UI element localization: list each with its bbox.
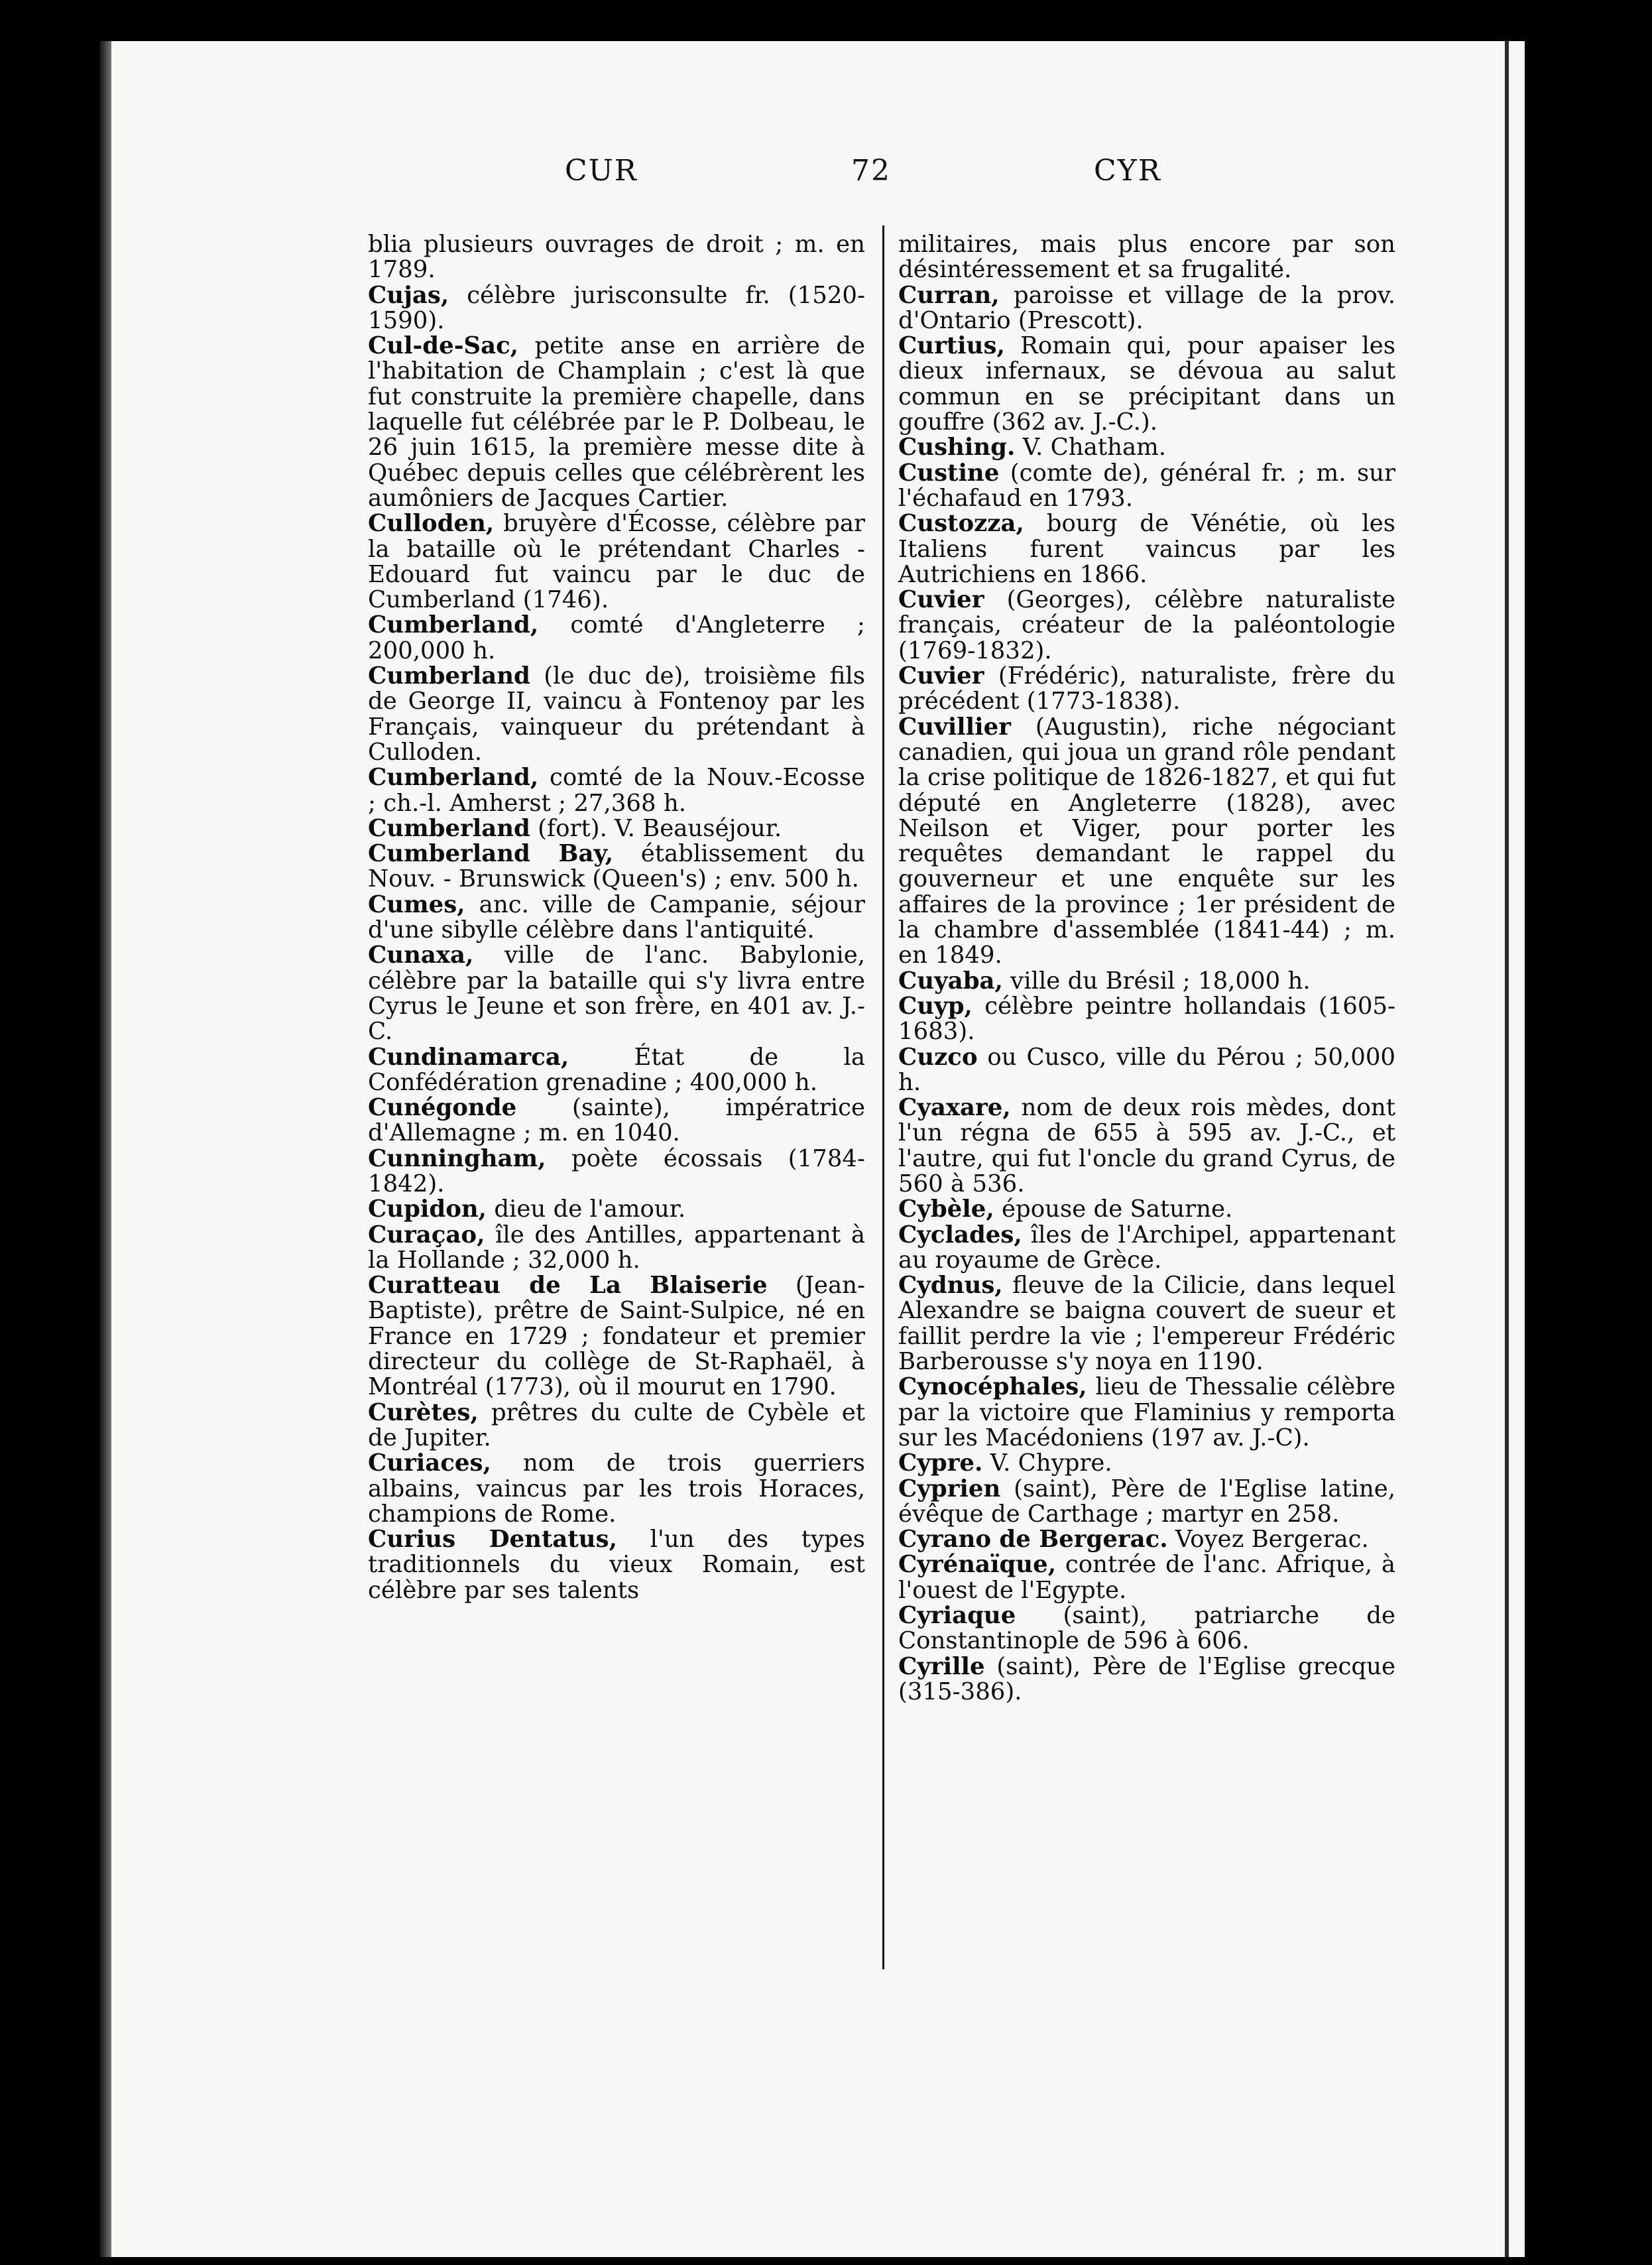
dictionary-entry [898, 1603, 1395, 1654]
entry-definition: militaires, mais plus encore par son désintéressement et sa frugalité. [898, 231, 1395, 284]
dictionary-entry [898, 1527, 1395, 1552]
dictionary-entry [898, 511, 1395, 587]
dictionary-entry [898, 1197, 1395, 1222]
entry-headword: Cuvier [898, 586, 984, 614]
dictionary-entry [368, 1197, 865, 1222]
entry-definition: paroisse et village de la prov. d'Ontario (Prescott). [898, 281, 1395, 334]
entry-headword: Cuyaba, [898, 967, 1003, 995]
page-fold-line [1505, 41, 1509, 2257]
dictionary-entry [368, 1146, 865, 1197]
right-column [898, 232, 1395, 1705]
dictionary-entry [368, 1400, 865, 1451]
dictionary-entry [368, 1045, 865, 1096]
dictionary-entry [368, 511, 865, 613]
entry-definition: petite anse en arrière de l'habitation de Champlain ; c'est là que fut construite la première chapelle, dans laquelle fut célébrée par le P. Dolbeau, le 26 juin 1615, la première messe dite à Québec depuis celles que célébrèrent les aumôniers de Jacques Cartier. [368, 332, 865, 512]
entry-definition: célèbre peintre hollandais (1605-1683). [898, 992, 1395, 1046]
entry-headword: Cunégonde [368, 1094, 517, 1122]
entry-headword: Cunaxa, [368, 942, 474, 969]
dictionary-entry [898, 1477, 1395, 1528]
dictionary-entry [898, 1375, 1395, 1451]
entry-headword: Cuzco [898, 1043, 978, 1071]
entry-definition: poète écossais (1784-1842). [368, 1144, 865, 1197]
entry-definition: Romain qui, pour apaiser les dieux infernaux, se dévoua au salut commun en se précipitant dans un gouffre (362 av. J.-C.). [898, 332, 1395, 436]
dictionary-entry [368, 943, 865, 1044]
entry-definition: (Jean-Baptiste), prêtre de Saint-Sulpice, né en France en 1729 ; fondateur et premier directeur du collège de St-Raphaël, à Montréal (1773), où il mourut en 1790. [368, 1272, 865, 1401]
entry-definition: (sainte), impératrice d'Allemagne ; m. en 1040. [368, 1094, 865, 1147]
entry-headword: Custine [898, 459, 1000, 487]
entry-headword: Cyprien [898, 1475, 1001, 1502]
entry-headword: Cyrano de Bergerac. [898, 1526, 1168, 1554]
dictionary-entry [368, 816, 865, 841]
entry-headword: Cumberland Bay, [368, 840, 614, 868]
entry-headword: Cumberland, [368, 611, 539, 639]
entry-headword: Cydnus, [898, 1272, 1003, 1300]
entry-headword: Curatteau de La Blaiserie [368, 1272, 768, 1300]
entry-definition: épouse de Saturne. [994, 1195, 1233, 1223]
dictionary-entry [368, 613, 865, 664]
dictionary-entry [368, 334, 865, 511]
dictionary-entry [368, 1527, 865, 1603]
dictionary-entry [368, 232, 865, 283]
entry-definition: comté d'Angleterre ; 200,000 h. [368, 611, 865, 664]
dictionary-entry [898, 1045, 1395, 1096]
dictionary-entry [898, 587, 1395, 664]
dictionary-entry [898, 334, 1395, 435]
dictionary-entry [898, 232, 1395, 283]
dictionary-entry [898, 1451, 1395, 1476]
entry-headword: Cynocéphales, [898, 1373, 1087, 1401]
entry-definition: anc. ville de Campanie, séjour d'une sibylle célèbre dans l'antiquité. [368, 890, 865, 944]
entry-definition: Voyez Bergerac. [1167, 1526, 1369, 1554]
entry-headword: Curètes, [368, 1398, 479, 1426]
entry-definition: fleuve de la Cilicie, dans lequel Alexandre se baigna couvert de sueur et faillit perdre la vie ; l'empereur Frédéric Barberousse s'y noya en 1190. [898, 1272, 1395, 1376]
entry-headword: Cuvier [898, 662, 984, 690]
entry-definition: État de la Confédération grenadine ; 400,000 h. [368, 1043, 865, 1096]
entry-headword: Cushing. [898, 434, 1016, 461]
entry-definition: (comte de), général fr. ; m. sur l'échafaud en 1793. [898, 459, 1395, 512]
dictionary-entry [368, 1273, 865, 1400]
dictionary-entry [368, 283, 865, 334]
entry-definition: lieu de Thessalie célèbre par la victoire que Flaminius y remporta sur les Macédoniens (197 av. J.-C). [898, 1373, 1395, 1451]
entry-headword: Cypre. [898, 1449, 983, 1477]
entry-definition: nom de trois guerriers albains, vaincus par les trois Horaces, champions de Rome. [368, 1449, 865, 1528]
entry-definition: ville de l'anc. Babylonie, célèbre par la bataille qui s'y livra entre Cyrus le Jeune et son frère, en 401 av. J.-C. [368, 942, 865, 1046]
entry-headword: Curius Dentatus, [368, 1526, 617, 1554]
entry-headword: Cul-de-Sac, [368, 332, 519, 360]
entry-headword: Cujas, [368, 281, 449, 309]
entry-definition: bourg de Vénétie, où les Italiens furent vaincus par les Autrichiens en 1866. [898, 510, 1395, 588]
entry-definition: (Georges), célèbre naturaliste français, créateur de la paléontologie (1769-1832). [898, 586, 1395, 664]
entry-definition: (saint), patriarche de Constantinople de 596 à 606. [898, 1602, 1395, 1655]
entry-definition: (saint), Père de l'Eglise latine, évêque de Carthage ; martyr en 258. [898, 1475, 1395, 1528]
entry-definition: contrée de l'anc. Afrique, à l'ouest de l'Egypte. [898, 1551, 1395, 1604]
entry-definition: île des Antilles, appartenant à la Hollande ; 32,000 h. [368, 1221, 865, 1274]
entry-headword: Cuvillier [898, 713, 1011, 741]
entry-definition: (Frédéric), naturaliste, frère du précédent (1773-1838). [898, 662, 1395, 715]
dictionary-entry [368, 1223, 865, 1274]
entry-headword: Curaçao, [368, 1221, 485, 1249]
entry-headword: Cupidon, [368, 1195, 487, 1223]
entry-definition: célèbre jurisconsulte fr. (1520-1590). [368, 281, 865, 334]
entry-headword: Cunningham, [368, 1144, 546, 1172]
dictionary-entry [898, 435, 1395, 460]
dictionary-entry [368, 841, 865, 892]
entry-definition: (Augustin), riche négociant canadien, qui joua un grand rôle pendant la crise politique de 1826-1827, et qui fut député en Angleterre (1828), avec Neilson et Viger, pour porter les requêtes demandant le rappel du gouverneur et une enquête sur les affaires de la province ; 1er président de la chambre d'assemblée (1841-44) ; m. en 1849. [898, 713, 1395, 969]
entry-headword: Cundinamarca, [368, 1043, 569, 1071]
entry-headword: Cumberland [368, 814, 530, 842]
entry-headword: Culloden, [368, 510, 495, 538]
dictionary-entry [368, 1095, 865, 1146]
entry-headword: Cumberland [368, 662, 530, 690]
entry-definition: (saint), Père de l'Eglise grecque (315-386). [898, 1652, 1395, 1705]
dictionary-entry [898, 283, 1395, 334]
entry-definition: V. Chatham. [1015, 434, 1167, 461]
entry-headword: Cyrénaïque, [898, 1551, 1057, 1579]
page-number: 72 [851, 154, 891, 188]
left-column [368, 232, 865, 1603]
dictionary-entry [898, 994, 1395, 1045]
entry-definition: V. Chypre. [982, 1449, 1112, 1477]
entry-definition: nom de deux rois mèdes, dont l'un régna de 655 à 595 av. J.-C., et l'autre, qui fut l'oncle du grand Cyrus, de 560 à 536. [898, 1094, 1395, 1197]
running-head-right: CYR [1094, 154, 1161, 188]
entry-definition: comté de la Nouv.-Ecosse ; ch.-l. Amherst ; 27,368 h. [368, 764, 865, 817]
entry-headword: Custozza, [898, 510, 1024, 538]
entry-headword: Cyaxare, [898, 1094, 1011, 1122]
dictionary-entry [898, 1654, 1395, 1705]
entry-definition: bruyère d'Écosse, célèbre par la bataille où le prétendant Charles - Edouard fut vaincu par le duc de Cumberland (1746). [368, 510, 865, 614]
entry-headword: Curiaces, [368, 1449, 491, 1477]
dictionary-entry [898, 1273, 1395, 1375]
entry-headword: Curtius, [898, 332, 1005, 360]
dictionary-entry [898, 461, 1395, 512]
entry-definition: (le duc de), troisième fils de George II, vaincu à Fontenoy par les Français, vainqueur du prétendant à Culloden. [368, 662, 865, 766]
dictionary-entry [898, 715, 1395, 969]
entry-headword: Cumberland, [368, 764, 539, 792]
dictionary-entry [898, 1095, 1395, 1197]
entry-definition: dieu de l'amour. [487, 1195, 686, 1223]
dictionary-entry [898, 969, 1395, 994]
dictionary-entry [368, 664, 865, 765]
entry-definition: blia plusieurs ouvrages de droit ; m. en 1789. [368, 231, 865, 284]
entry-definition: îles de l'Archipel, appartenant au royaume de Grèce. [898, 1221, 1395, 1274]
dictionary-entry [368, 1451, 865, 1527]
entry-headword: Cyclades, [898, 1221, 1022, 1249]
dictionary-entry [368, 765, 865, 816]
entry-definition: (fort). V. Beauséjour. [530, 814, 782, 842]
entry-definition: ou Cusco, ville du Pérou ; 50,000 h. [898, 1043, 1395, 1096]
dictionary-entry [898, 1223, 1395, 1274]
entry-headword: Cumes, [368, 890, 465, 918]
dictionary-entry [368, 892, 865, 944]
entry-definition: ville du Brésil ; 18,000 h. [1002, 967, 1311, 995]
dictionary-entry [898, 1552, 1395, 1603]
entry-definition: l'un des types traditionnels du vieux Romain, est célèbre par ses talents [368, 1526, 866, 1604]
entry-headword: Cuyp, [898, 992, 973, 1020]
entry-headword: Cybèle, [898, 1195, 994, 1223]
dictionary-entry [898, 664, 1395, 715]
entry-definition: établissement du Nouv. - Brunswick (Queen's) ; env. 500 h. [368, 840, 865, 893]
entry-headword: Cyriaque [898, 1602, 1016, 1630]
entry-definition: prêtres du culte de Cybèle et de Jupiter. [368, 1398, 865, 1451]
entry-headword: Curran, [898, 281, 1000, 309]
column-divider [882, 225, 884, 1969]
running-head-left: CUR [565, 154, 638, 188]
entry-headword: Cyrille [898, 1652, 985, 1680]
